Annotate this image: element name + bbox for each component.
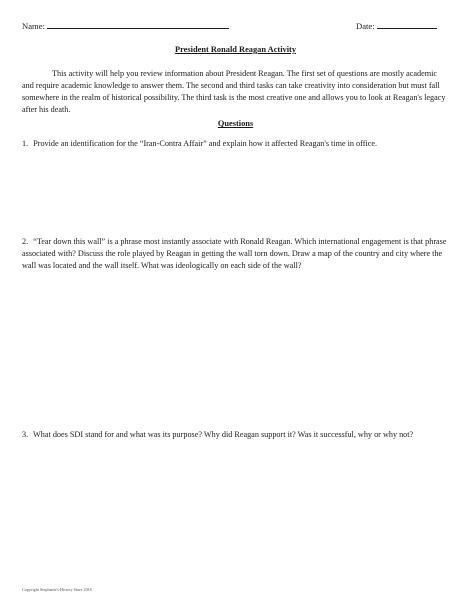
name-label: Name: bbox=[22, 21, 45, 31]
question-text: Provide an identification for the “Iran-Contra Affair” and explain how it affected Reagan's time in office. bbox=[33, 139, 378, 148]
worksheet-title: President Ronald Reagan Activity bbox=[174, 45, 297, 54]
question-text: What does SDI stand for and what was its purpose? Why did Reagan support it? Was it successful, why or why not? bbox=[33, 430, 414, 439]
name-field bbox=[22, 20, 229, 32]
question-2 bbox=[22, 236, 448, 273]
question-number: 1. bbox=[22, 139, 29, 148]
questions-heading: Questions bbox=[217, 119, 254, 128]
copyright-footer: Copyright Stephanie's History Store 2016 bbox=[22, 587, 92, 592]
date-blank-line[interactable] bbox=[377, 20, 437, 29]
question-number: 3. bbox=[22, 430, 29, 439]
date-label: Date: bbox=[356, 21, 375, 31]
name-blank-line[interactable] bbox=[47, 20, 229, 29]
question-1 bbox=[22, 138, 448, 150]
date-field bbox=[356, 20, 437, 32]
question-number: 2. bbox=[22, 237, 29, 246]
question-text: “Tear down this wall” is a phrase most instantly associate with Ronald Reagan. Which international engagement is that phrase associated with? Discuss the role played by Reagan in getting the wall torn down. Draw a map of the country and city where the wall was located and the wall itself. What was ideologically on each side of the wall? bbox=[22, 237, 447, 271]
question-3 bbox=[22, 429, 448, 441]
intro-paragraph: This activity will help you review information about President Reagan. The first set of questions are mostly academic and require academic knowledge to answer them. The second and third tasks can take creativity into consideration but must fall somewhere in the realm of historical possibility. The third task is the most creative one and allows you to look at Reagan's legacy after his death. bbox=[22, 69, 446, 115]
